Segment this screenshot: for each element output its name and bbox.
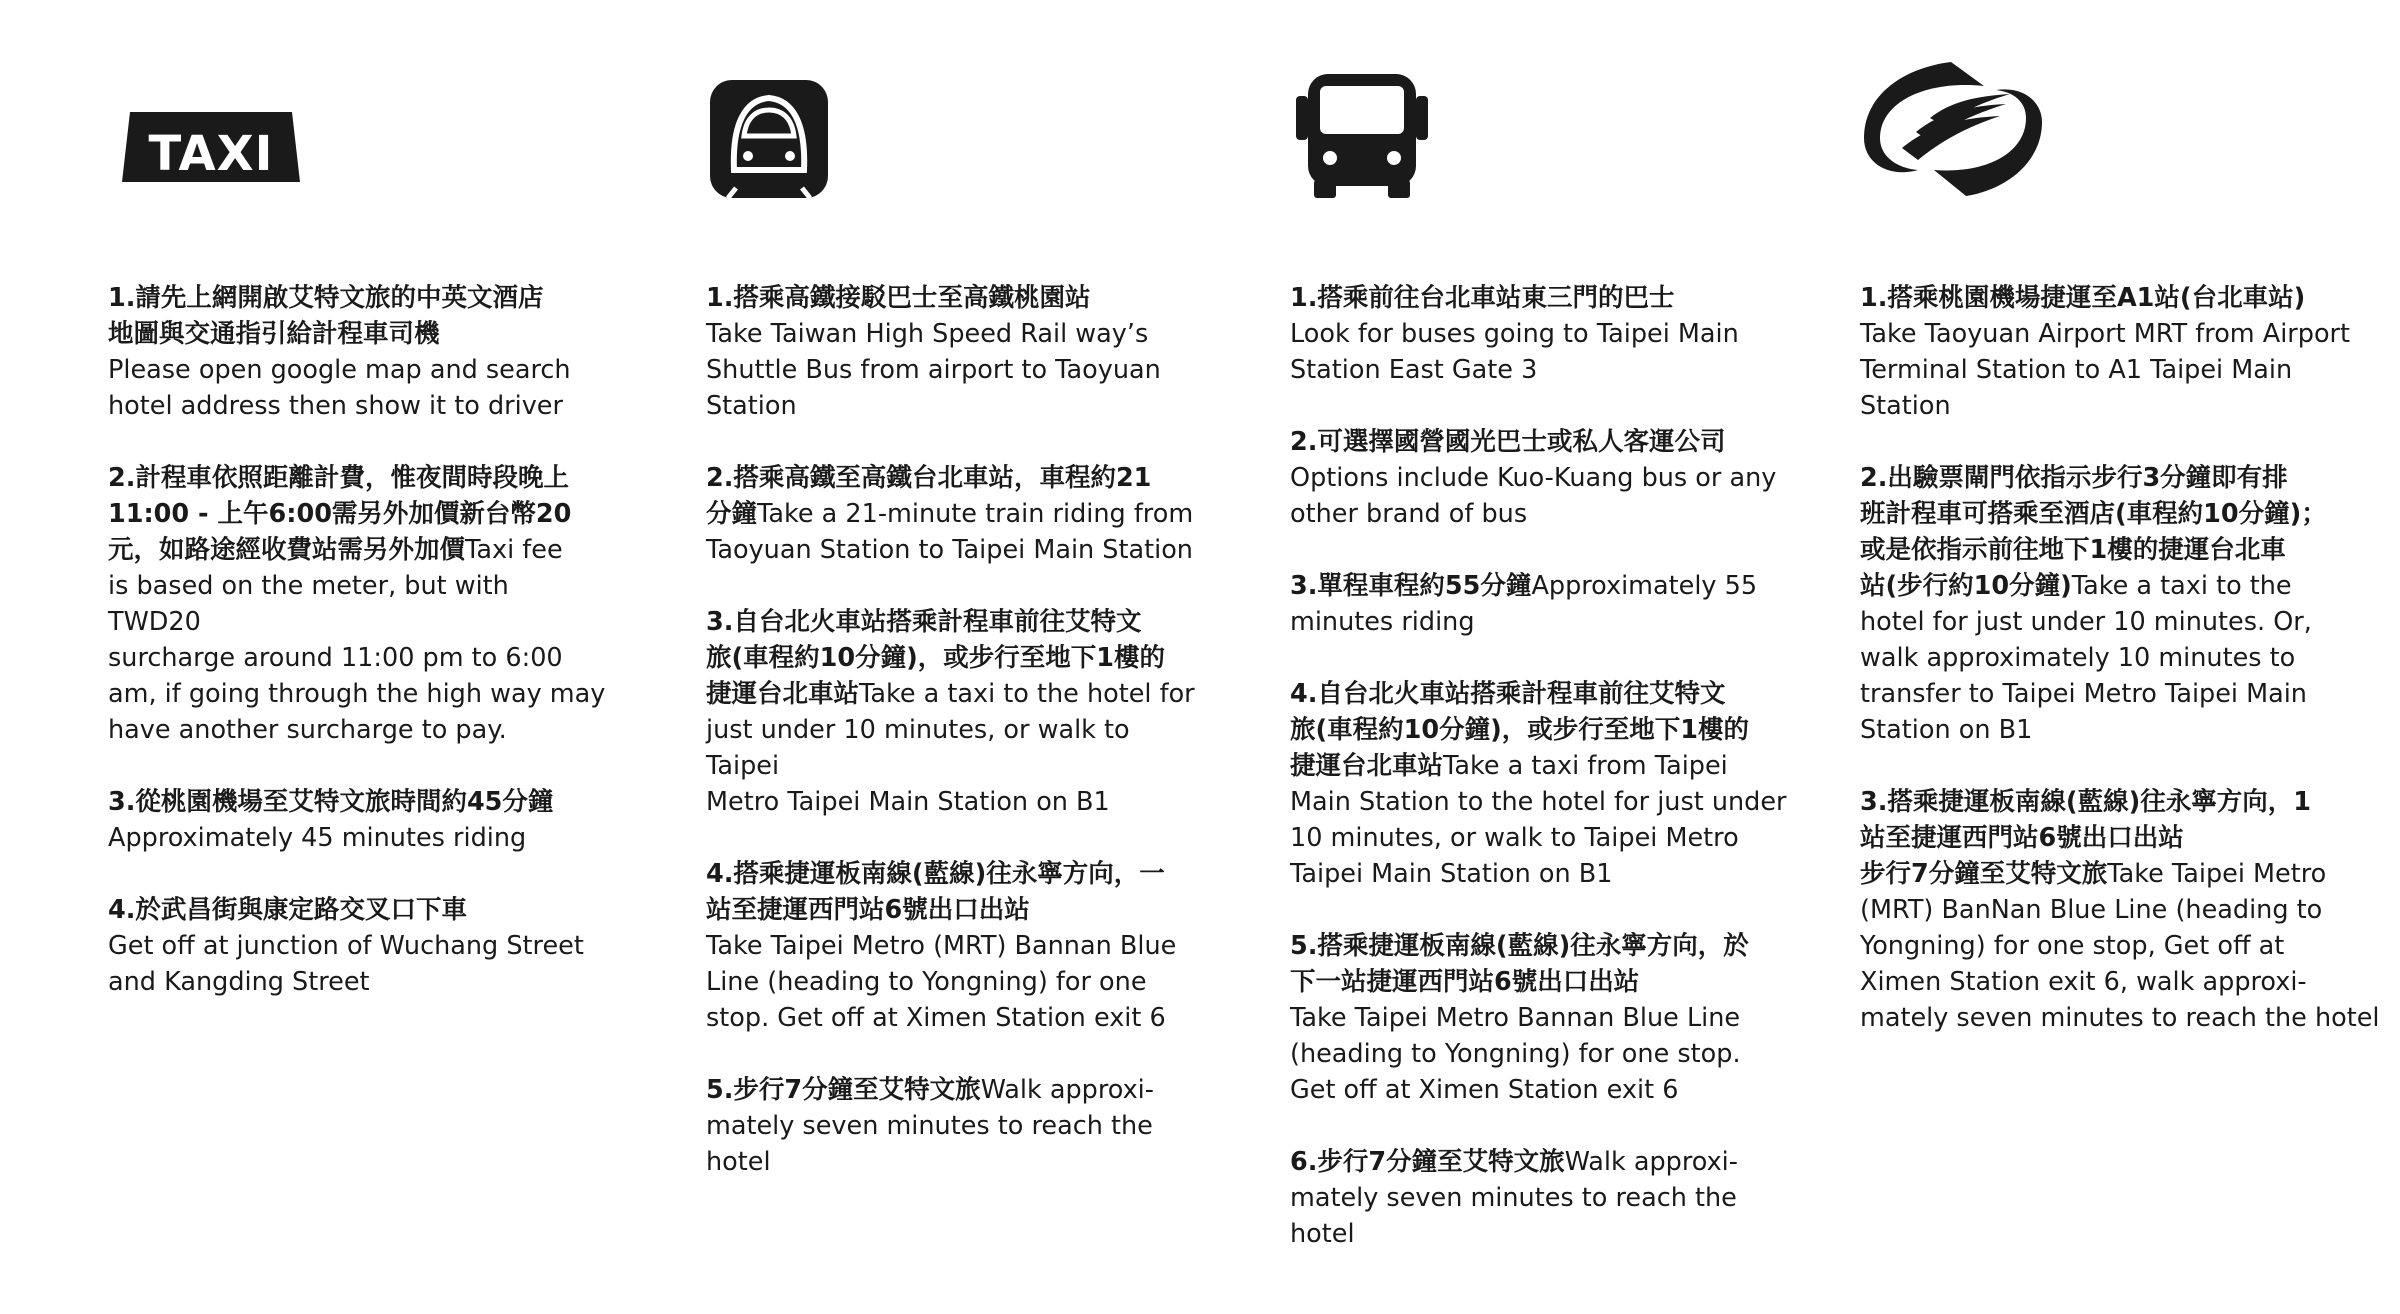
- bus-icon: [1282, 52, 1442, 202]
- step-text-zh: 步行7分鐘至艾特文旅: [1860, 859, 2108, 889]
- taxi-step-line: [108, 352, 608, 388]
- step-text-en: Taipei Main Station on B1: [1290, 859, 1613, 889]
- mrt-step-line: [1860, 820, 2380, 856]
- rail-step-line: [706, 1000, 1206, 1036]
- step-text-en: mately seven minutes to reach the hotel: [1860, 1003, 2380, 1033]
- rail-step-3: [706, 604, 1206, 820]
- step-text-en: Station: [706, 391, 797, 421]
- mrt-step-line: [1860, 676, 2380, 712]
- step-number: 4: [706, 859, 724, 889]
- rail-step-2: [706, 460, 1206, 568]
- rail-step-5: [706, 1072, 1206, 1180]
- bus-step-3: [1290, 568, 1800, 640]
- mrt-step-line: [1860, 856, 2380, 892]
- step-text-zh: 捷運台北車站: [706, 679, 860, 709]
- taxi-step-line: [108, 280, 608, 316]
- step-text-en: transfer to Taipei Metro Taipei Main: [1860, 679, 2307, 709]
- step-text-en: (heading to Yongning) for one stop.: [1290, 1039, 1741, 1069]
- rail-step-line: [706, 964, 1206, 1000]
- mrt-step-3: [1860, 784, 2380, 1036]
- rail-step-line: [706, 784, 1206, 820]
- taxi-step-line: [108, 388, 608, 424]
- step-number: 1: [706, 283, 724, 313]
- mrt-steps: [1860, 280, 2380, 1036]
- step-text-en: walk approximately 10 minutes to: [1860, 643, 2296, 673]
- taxi-column: [108, 52, 608, 1036]
- bus-step-6: [1290, 1144, 1800, 1252]
- step-number: 6: [1290, 1147, 1308, 1177]
- step-text-zh: 站(步行約10分鐘): [1860, 571, 2072, 601]
- step-text-zh: .步行7分鐘至艾特文旅: [1307, 1147, 1565, 1177]
- rail-step-line: [706, 892, 1206, 928]
- taxi-step-line: [108, 532, 608, 568]
- rail-step-line: [706, 352, 1206, 388]
- step-text-en: stop. Get off at Ximen Station exit 6: [706, 1003, 1166, 1033]
- rail-step-line: [706, 496, 1206, 532]
- rail-step-4: [706, 856, 1206, 1036]
- step-text-en: Take a taxi to the: [2071, 571, 2292, 601]
- step-number: 2: [706, 463, 724, 493]
- bus-step-line: [1290, 1072, 1800, 1108]
- rail-step-line: [706, 712, 1206, 784]
- step-text-en: Approximately 55: [1531, 571, 1758, 601]
- step-text-zh: 下一站捷運西門站6號出口出站: [1290, 967, 1640, 997]
- mrt-step-line: [1860, 964, 2380, 1000]
- step-number: 3: [108, 787, 126, 817]
- rail-step-line: [706, 1072, 1206, 1108]
- taxi-step-line: [108, 496, 608, 532]
- step-number: 5: [706, 1075, 724, 1105]
- taxi-step-4: [108, 892, 608, 1000]
- step-number: 4: [108, 895, 126, 925]
- step-text-zh: .搭乘捷運板南線(藍線)往永寧方向，於: [1307, 931, 1749, 961]
- step-text-en: minutes riding: [1290, 607, 1475, 637]
- step-text-zh: .可選擇國營國光巴士或私人客運公司: [1307, 427, 1726, 457]
- step-number: 1: [1290, 283, 1308, 313]
- step-text-zh: 站至捷運西門站6號出口出站: [706, 895, 1030, 925]
- rail-step-line: [706, 460, 1206, 496]
- mrt-step-line: [1860, 388, 2380, 424]
- taxi-step-line: [108, 316, 608, 352]
- taxi-step-line: [108, 676, 608, 712]
- step-text-en: Station on B1: [1860, 715, 2033, 745]
- step-text-zh: 旅(車程約10分鐘)，或步行至地下1樓的: [1290, 715, 1750, 745]
- mrt-column: [1860, 52, 2380, 1072]
- step-text-en: Get off at Ximen Station exit 6: [1290, 1075, 1679, 1105]
- step-text-en: Take a 21-minute train riding from: [757, 499, 1194, 529]
- step-text-en: Look for buses going to Taipei Main: [1290, 319, 1739, 349]
- step-text-zh: .搭乘捷運板南線(藍線)往永寧方向，1: [1877, 787, 2311, 817]
- step-text-en: Walk approxi-: [1564, 1147, 1738, 1177]
- taxi-sign-text: TAXI: [148, 126, 274, 182]
- rail-step-line: [706, 280, 1206, 316]
- bus-step-line: [1290, 1036, 1800, 1072]
- rail-icon-box: [706, 52, 1206, 202]
- bus-step-line: [1290, 424, 1800, 460]
- bus-step-line: [1290, 352, 1800, 388]
- step-text-zh: .出驗票閘門依指示步行3分鐘即有排: [1877, 463, 2288, 493]
- step-text-zh: .自台北火車站搭乘計程車前往艾特文: [723, 607, 1142, 637]
- step-text-en: Approximately 45 minutes riding: [108, 823, 527, 853]
- taxi-step-line: [108, 460, 608, 496]
- rail-step-line: [706, 388, 1206, 424]
- step-text-zh: 11:00 - 上午6:00需另外加價新台幣20: [108, 499, 572, 529]
- step-number: 2: [108, 463, 126, 493]
- step-text-en: hotel address then show it to driver: [108, 391, 563, 421]
- mrt-step-line: [1860, 604, 2380, 640]
- step-text-zh: .步行7分鐘至艾特文旅: [723, 1075, 981, 1105]
- rail-step-line: [706, 316, 1206, 352]
- step-text-en: surcharge around 11:00 pm to 6:00: [108, 643, 563, 673]
- high-speed-rail-icon: [706, 52, 836, 202]
- step-text-zh: 元，如路途經收費站需另外加價: [108, 535, 466, 565]
- rail-step-1: [706, 280, 1206, 424]
- rail-column: [706, 52, 1206, 1216]
- step-text-zh: .從桃園機場至艾特文旅時間約45分鐘: [125, 787, 554, 817]
- bus-step-line: [1290, 280, 1800, 316]
- step-text-zh: 班計程車可搭乘至酒店(車程約10分鐘)；: [1860, 499, 2327, 529]
- step-text-en: hotel for just under 10 minutes. Or,: [1860, 607, 2312, 637]
- step-number: 1: [108, 283, 126, 313]
- step-text-en: Take a taxi to the hotel for: [859, 679, 1195, 709]
- taxi-step-2: [108, 460, 608, 748]
- rail-steps: [706, 280, 1206, 1180]
- taxi-icon-box: [108, 52, 608, 202]
- step-text-en: have another surcharge to pay.: [108, 715, 507, 745]
- step-text-en: Take Taiwan High Speed Rail way’s: [706, 319, 1149, 349]
- taxi-step-line: [108, 784, 608, 820]
- step-text-en: other brand of bus: [1290, 499, 1528, 529]
- mrt-step-line: [1860, 532, 2380, 568]
- mrt-step-2: [1860, 460, 2380, 748]
- step-text-en: Shuttle Bus from airport to Taoyuan: [706, 355, 1161, 385]
- step-text-en: Get off at junction of Wuchang Street: [108, 931, 584, 961]
- step-text-zh: .計程車依照距離計費，惟夜間時段晚上: [125, 463, 569, 493]
- mrt-step-line: [1860, 640, 2380, 676]
- mrt-step-line: [1860, 892, 2380, 928]
- step-text-zh: .單程車程約55分鐘: [1307, 571, 1532, 601]
- step-number: 3: [1290, 571, 1308, 601]
- step-number: 1: [1860, 283, 1878, 313]
- step-text-en: Ximen Station exit 6, walk approxi-: [1860, 967, 2307, 997]
- step-text-en: 10 minutes, or walk to Taipei Metro: [1290, 823, 1739, 853]
- step-text-en: Main Station to the hotel for just under: [1290, 787, 1787, 817]
- step-text-en: Take a taxi from Taipei: [1443, 751, 1728, 781]
- mrt-step-line: [1860, 496, 2380, 532]
- step-text-en: Station: [1860, 391, 1951, 421]
- step-text-zh: 旅(車程約10分鐘)，或步行至地下1樓的: [706, 643, 1166, 673]
- mrt-step-line: [1860, 352, 2380, 388]
- step-text-en: and Kangding Street: [108, 967, 370, 997]
- bus-step-5: [1290, 928, 1800, 1108]
- bus-step-line: [1290, 784, 1800, 820]
- step-number: 4: [1290, 679, 1308, 709]
- step-number: 5: [1290, 931, 1308, 961]
- bus-step-line: [1290, 1180, 1800, 1252]
- step-text-en: Options include Kuo-Kuang bus or any: [1290, 463, 1777, 493]
- taxi-step-line: [108, 568, 608, 640]
- bus-step-line: [1290, 1144, 1800, 1180]
- bus-step-2: [1290, 424, 1800, 532]
- bus-step-line: [1290, 316, 1800, 352]
- mrt-step-line: [1860, 928, 2380, 964]
- rail-step-line: [706, 640, 1206, 676]
- step-text-en: Please open google map and search: [108, 355, 571, 385]
- taxi-step-1: [108, 280, 608, 424]
- bus-step-line: [1290, 964, 1800, 1000]
- step-text-zh: .請先上網開啟艾特文旅的中英文酒店: [125, 283, 544, 313]
- bus-step-line: [1290, 604, 1800, 640]
- step-text-en: am, if going through the high way may: [108, 679, 606, 709]
- bus-step-line: [1290, 460, 1800, 496]
- taxi-step-line: [108, 820, 608, 856]
- bus-step-1: [1290, 280, 1800, 388]
- step-text-en: Station East Gate 3: [1290, 355, 1538, 385]
- bus-step-line: [1290, 748, 1800, 784]
- bus-step-line: [1290, 676, 1800, 712]
- taxi-step-line: [108, 712, 608, 748]
- rail-step-line: [706, 1108, 1206, 1180]
- bus-step-line: [1290, 496, 1800, 532]
- bus-step-4: [1290, 676, 1800, 892]
- step-text-zh: 或是依指示前往地下1樓的捷運台北車: [1860, 535, 2286, 565]
- bus-step-line: [1290, 568, 1800, 604]
- mrt-step-line: [1860, 1000, 2380, 1036]
- rail-step-line: [706, 928, 1206, 964]
- taxi-step-line: [108, 892, 608, 928]
- mrt-step-line: [1860, 280, 2380, 316]
- mrt-step-line: [1860, 784, 2380, 820]
- step-text-en: (MRT) BanNan Blue Line (heading to: [1860, 895, 2323, 925]
- taxi-steps: [108, 280, 608, 1000]
- mrt-step-line: [1860, 568, 2380, 604]
- step-text-en: just under 10 minutes, or walk to Taipei: [706, 715, 1130, 781]
- taxi-step-line: [108, 640, 608, 676]
- rail-step-line: [706, 676, 1206, 712]
- taxi-sign-icon: [116, 52, 306, 202]
- step-text-zh: .搭乘前往台北車站東三門的巴士: [1307, 283, 1675, 313]
- step-text-en: mately seven minutes to reach the hotel: [706, 1111, 1153, 1177]
- step-number: 2: [1290, 427, 1308, 457]
- taxi-step-3: [108, 784, 608, 856]
- taoyuan-metro-logo-icon: [1856, 52, 2046, 202]
- step-text-en: Yongning) for one stop, Get off at: [1860, 931, 2285, 961]
- rail-step-line: [706, 856, 1206, 892]
- step-text-zh: .搭乘桃園機場捷運至A1站(台北車站): [1877, 283, 2306, 313]
- rail-step-line: [706, 604, 1206, 640]
- step-text-en: Taoyuan Station to Taipei Main Station: [706, 535, 1193, 565]
- step-text-en: mately seven minutes to reach the hotel: [1290, 1183, 1737, 1249]
- mrt-step-line: [1860, 460, 2380, 496]
- step-text-en: Terminal Station to A1 Taipei Main: [1860, 355, 2293, 385]
- bus-column: [1290, 52, 1800, 1288]
- step-text-zh: .搭乘高鐵接駁巴士至高鐵桃園站: [723, 283, 1091, 313]
- bus-icon-box: [1290, 52, 1800, 202]
- step-number: 3: [706, 607, 724, 637]
- step-text-zh: .於武昌街與康定路交叉口下車: [125, 895, 467, 925]
- mrt-icon-box: [1860, 52, 2380, 202]
- step-text-zh: 捷運台北車站: [1290, 751, 1444, 781]
- bus-step-line: [1290, 1000, 1800, 1036]
- step-text-en: Metro Taipei Main Station on B1: [706, 787, 1110, 817]
- step-text-zh: 站至捷運西門站6號出口出站: [1860, 823, 2184, 853]
- step-number: 2: [1860, 463, 1878, 493]
- step-text-en: Taxi fee: [465, 535, 563, 565]
- step-text-zh: .搭乘高鐵至高鐵台北車站，車程約21: [723, 463, 1152, 493]
- taxi-step-line: [108, 964, 608, 1000]
- step-text-en: Line (heading to Yongning) for one: [706, 967, 1147, 997]
- step-text-en: Walk approxi-: [980, 1075, 1154, 1105]
- step-text-zh: 分鐘: [706, 499, 758, 529]
- bus-step-line: [1290, 928, 1800, 964]
- bus-step-line: [1290, 820, 1800, 856]
- step-text-en: Take Taoyuan Airport MRT from Airport: [1860, 319, 2351, 349]
- step-text-en: Take Taipei Metro (MRT) Bannan Blue: [706, 931, 1177, 961]
- step-text-zh: 地圖與交通指引給計程車司機: [108, 319, 440, 349]
- mrt-step-line: [1860, 712, 2380, 748]
- bus-steps: [1290, 280, 1800, 1252]
- rail-step-line: [706, 532, 1206, 568]
- bus-step-line: [1290, 712, 1800, 748]
- step-text-en: Take Taipei Metro: [2107, 859, 2327, 889]
- mrt-step-1: [1860, 280, 2380, 424]
- mrt-step-line: [1860, 316, 2380, 352]
- step-text-zh: .自台北火車站搭乘計程車前往艾特文: [1307, 679, 1726, 709]
- bus-step-line: [1290, 856, 1800, 892]
- taxi-step-line: [108, 928, 608, 964]
- step-text-en: Take Taipei Metro Bannan Blue Line: [1290, 1003, 1741, 1033]
- step-text-en: is based on the meter, but with TWD20: [108, 571, 509, 637]
- step-text-zh: .搭乘捷運板南線(藍線)往永寧方向，一: [723, 859, 1165, 889]
- step-number: 3: [1860, 787, 1878, 817]
